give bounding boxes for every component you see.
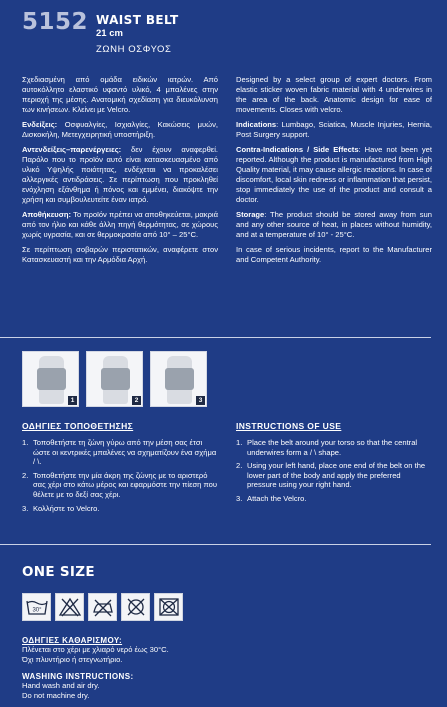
storage-english xyxy=(236,210,432,240)
storage-greek xyxy=(22,210,218,240)
wash-30-icon xyxy=(22,593,51,621)
list-item: 2. Τοποθετήστε την μία άκρη της ζώνης με το αριστερό σας χέρι στο κάτω μέρος και εφαρμόστε την πίεση που θέλετε με το δεξί σας χέρι. xyxy=(22,470,218,499)
fitting-step-image-2 xyxy=(86,351,143,407)
contra-label-english: Contra-Indications / Side Effects xyxy=(236,145,359,154)
instructions-english xyxy=(236,421,432,508)
product-size: 21 cm xyxy=(96,28,123,39)
fitting-step-image-3 xyxy=(150,351,207,407)
description-english xyxy=(236,75,432,270)
indications-label-english: Indications xyxy=(236,120,277,129)
intro-english: Designed by a select group of expert doctors. From elastic sticker woven fabric material with 4 underwires in the area of the back. Anatomic design for ease of movements. Closes with velcro. xyxy=(236,75,432,114)
instructions-greek xyxy=(22,421,218,517)
no-tumble-dry-icon xyxy=(154,593,183,621)
indications-greek xyxy=(22,120,218,140)
no-bleach-icon xyxy=(55,593,84,621)
intro-greek: Σχεδιασμένη από ομάδα ειδικών ιατρών. Από αυτοκόλλητο ελαστικό υφαντό υλικό, 4 μπαλένες στην περιοχή της μέσης. Ανατομική σχεδίαση για διευκόλυνση των κινήσεων. Κλείνει με Velcro. xyxy=(22,75,218,114)
divider xyxy=(0,544,431,545)
washing-title-english: WASHING INSTRUCTIONS: xyxy=(22,672,134,681)
divider xyxy=(0,337,431,338)
storage-text-greek: Το προϊόν πρέπει να αποθηκεύεται, μακριά από τον ήλιο και κάθε άλλη πηγή θερμότητας, σε χώρους χωρίς υγρασία, και σε θερμοκρασία από 10° – 25°C. xyxy=(22,210,218,239)
size-label: ONE SIZE xyxy=(22,564,95,580)
svg-text:30°: 30° xyxy=(31,607,42,614)
list-item: 3. Κολλήστε το Velcro. xyxy=(22,503,100,513)
step-number: 1 xyxy=(68,396,77,405)
washing-line-greek: Όχι πλυντήριο ή στεγνωτήριο. xyxy=(22,654,123,664)
list-item: 2. Using your left hand, place one end of the belt on the lower part of the body and apply the preferred pressure using your right hand. xyxy=(236,461,426,490)
indications-text-english: : Lumbago, Sciatica, Muscle Injuries, Hernia, Post Surgery support. xyxy=(236,120,432,139)
contraindications-greek xyxy=(22,145,218,205)
washing-line-greek: Πλένεται στο χέρι με χλιαρό νερό έως 30°C. xyxy=(22,645,169,655)
storage-text-english: : The product should be stored away from sun and any other source of heat, in places without humidity, and at a temperature of 10° - 25°C. xyxy=(236,210,432,239)
indications-text-greek: Οσφυαλγίες, Ισχιαλγίες, Κακώσεις μυών, Δισκοκήλη, Μετεγχειρητική υποστήριξη. xyxy=(22,120,218,139)
product-code: 5152 xyxy=(22,9,89,35)
indications-english xyxy=(236,120,432,140)
contraindications-english xyxy=(236,145,432,205)
no-iron-icon xyxy=(88,593,117,621)
step-number: 3 xyxy=(196,396,205,405)
washing-instructions-english xyxy=(22,672,322,700)
instructions-title-greek: ΟΔΗΓΙΕΣ ΤΟΠΟΘΕΤΗΣΗΣ xyxy=(22,421,134,431)
indications-label-greek: Ενδείξεις: xyxy=(22,120,58,129)
storage-label-english: Storage xyxy=(236,210,265,219)
storage-label-greek: Αποθήκευση: xyxy=(22,210,72,219)
description-greek xyxy=(22,75,218,270)
care-icons xyxy=(22,593,183,621)
contra-text-greek: δεν έχουν αναφερθεί. Παρόλο που το προϊόν αυτό είναι κατασκευασμένο από υλικό Υψηλής ποιότητας, ενδέχεται να προκαλέσει αλλεργικές αντιδράσεις. Σε περίπτωση που προκληθεί ενόχληση εξάνθημα ή πόνος και εμμένει, διακόψτε την χρήση και συμβουλευτείτε έναν ιατρό. xyxy=(22,145,218,204)
list-item: 1. Τοποθετήστε τη ζώνη γύρω από την μέση σας έτσι ώστε οι κεντρικές μπαλένες να σχηματίζουν ένα σχήμα / \. xyxy=(22,438,217,467)
washing-line-english: Hand wash and air dry. xyxy=(22,681,100,691)
no-dryclean-icon xyxy=(121,593,150,621)
product-name: WAIST BELT xyxy=(96,13,179,27)
product-name-greek: ΖΩΝΗ ΟΣΦΥΟΣ xyxy=(96,44,172,55)
contra-text-english: : Have not been yet reported. Although the product is manufactured from High Quality material, it may cause allergic reactions. In case of discomfort, local skin redness or inflammation that persist, stop immediately the use of the product and consult a doctor. xyxy=(236,145,432,204)
washing-title-greek: ΟΔΗΓΙΕΣ ΚΑΘΑΡΙΣΜΟΥ: xyxy=(22,636,123,645)
contra-label-greek: Αντενδείξεις–παρενέργειες: xyxy=(22,145,122,154)
list-item: 3. Attach the Velcro. xyxy=(236,493,307,503)
instructions-title-english: INSTRUCTIONS OF USE xyxy=(236,421,342,431)
washing-instructions-greek xyxy=(22,636,322,664)
washing-line-english: Do not machine dry. xyxy=(22,690,90,700)
fitting-step-image-1 xyxy=(22,351,79,407)
list-item: 1. Place the belt around your torso so that the central underwires form a / \ shape. xyxy=(236,438,418,457)
incident-greek: Σε περίπτωση σοβαρών περιστατικών, αναφέρετε στον Κατασκευαστή και την Αρμόδια Αρχή. xyxy=(22,245,218,264)
incident-english: In case of serious incidents, report to the Manufacturer and Competent Authority. xyxy=(236,245,432,264)
step-number: 2 xyxy=(132,396,141,405)
